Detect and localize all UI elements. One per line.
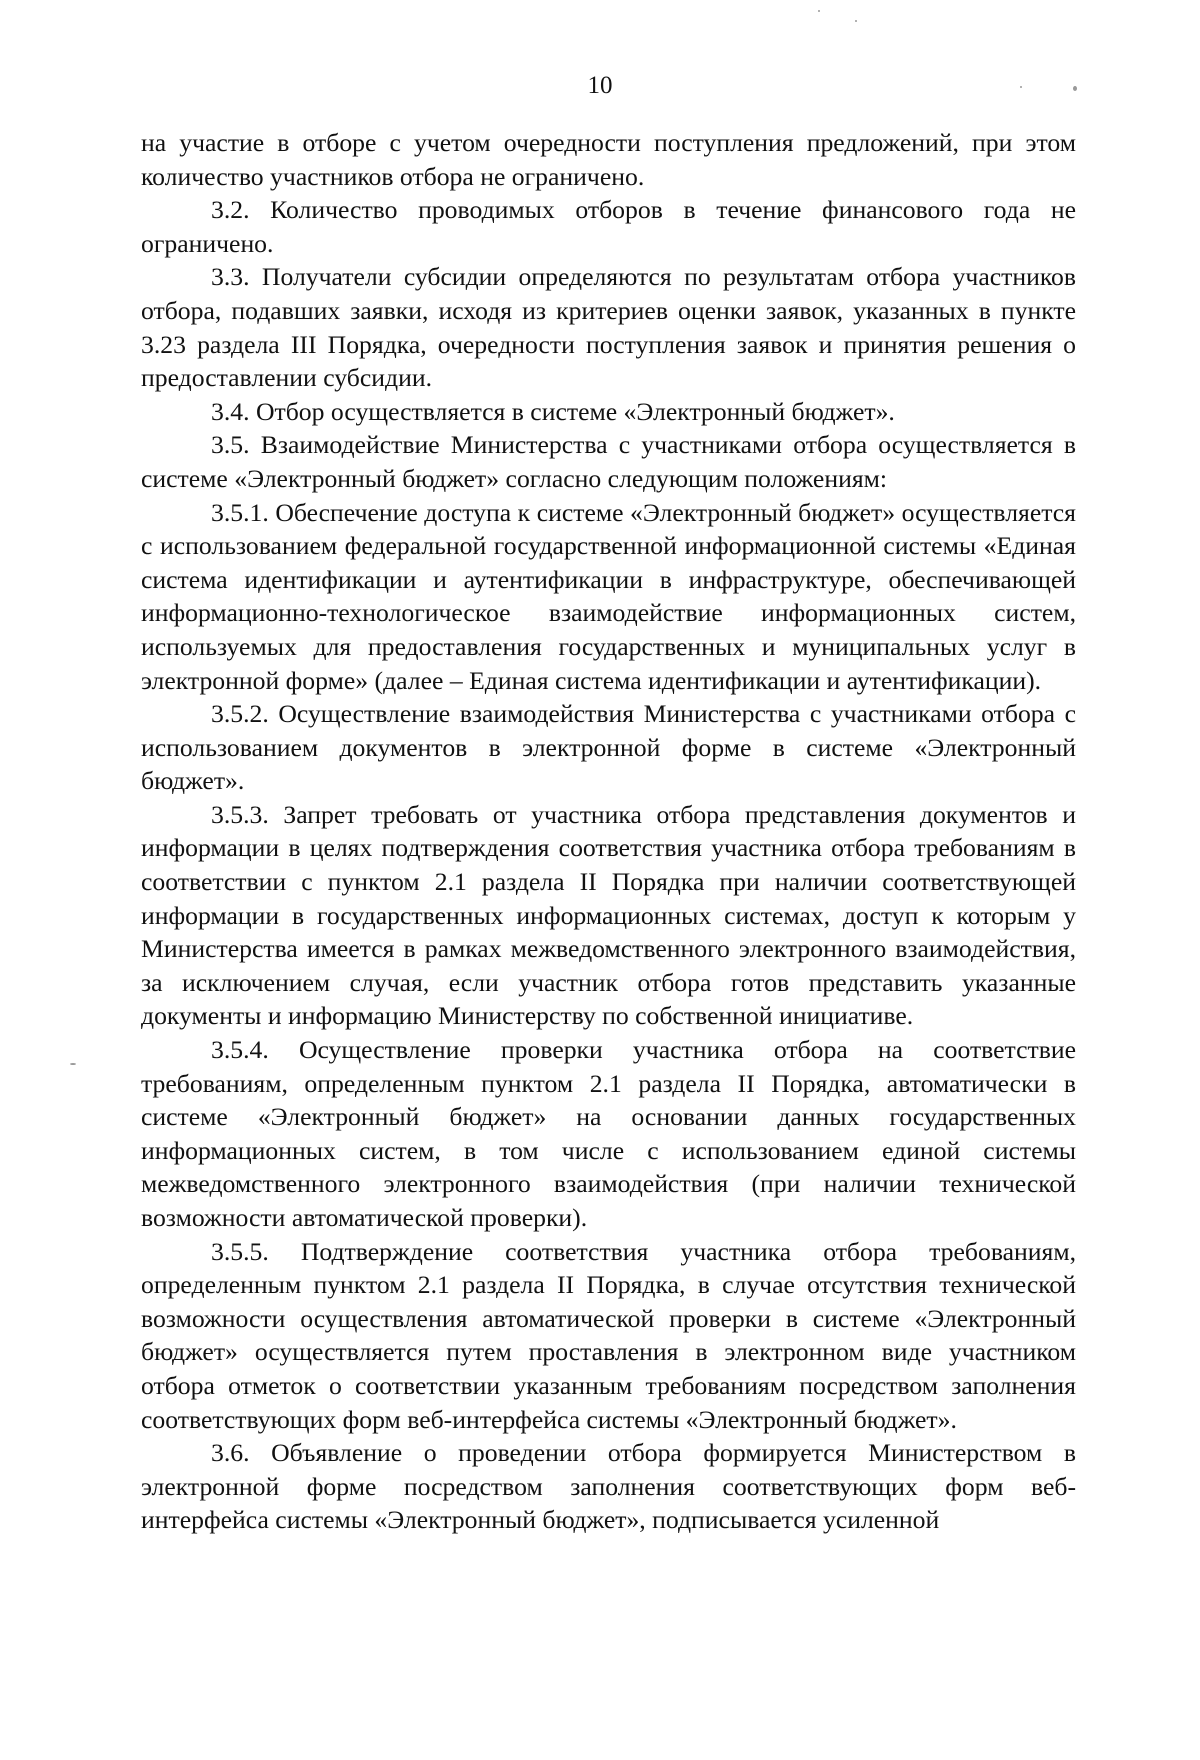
- paragraph: 3.5.4. Осуществление проверки участника отбора на соответствие требованиям, определенным пунктом 2.1 раздела II Порядка, автоматически в системе «Электронный бюджет» на основании данных государственных информационных систем, в том числе с использованием единой системы межведомственного электронного взаимодействия (при наличии технической возможности автоматической проверки).: [141, 1035, 1076, 1232]
- document-body: [141, 126, 1076, 1537]
- scan-speck: [1073, 86, 1077, 91]
- scan-speck: [855, 20, 857, 22]
- paragraph: 3.4. Отбор осуществляется в системе «Электронный бюджет».: [211, 396, 895, 426]
- paragraph: на участие в отборе с учетом очередности поступления предложений, при этом количество участников отбора не ограничено.: [141, 128, 1076, 191]
- scan-speck: [1020, 86, 1022, 88]
- paragraph: 3.6. Объявление о проведении отбора формируется Министерством в электронной форме посредством заполнения соответствующих форм веб-интерфейса системы «Электронный бюджет», подписывается усиленной: [141, 1438, 1076, 1535]
- paragraph: 3.5.5. Подтверждение соответствия участника отбора требованиям, определенным пунктом 2.1 раздела II Порядка, в случае отсутствия технической возможности осуществления автоматической проверки в системе «Электронный бюджет» осуществляется путем проставления в электронном виде участником отбора отметок о соответствии указанным требованиям посредством заполнения соответствующих форм веб-интерфейса системы «Электронный бюджет».: [141, 1236, 1076, 1434]
- paragraph: 3.5. Взаимодействие Министерства с участниками отбора осуществляется в системе «Электронный бюджет» согласно следующим положениям:: [141, 430, 1076, 493]
- paragraph: 3.5.1. Обеспечение доступа к системе «Электронный бюджет» осуществляется с использованием федеральной государственной информационной системы «Единая система идентификации и аутентификации в инфраструктуре, обеспечивающей информационно-технологическое взаимодействие информационных систем, используемых для предоставления государственных и муниципальных услуг в электронной форме» (далее – Единая система идентификации и аутентификации).: [141, 497, 1076, 695]
- paragraph: 3.2. Количество проводимых отборов в течение финансового года не ограничено.: [141, 195, 1076, 258]
- paragraph: 3.5.2. Осуществление взаимодействия Министерства с участниками отбора с использованием документов в электронной форме в системе «Электронный бюджет».: [141, 699, 1076, 796]
- paragraph: 3.5.3. Запрет требовать от участника отбора представления документов и информации в целях подтверждения соответствия участника отбора требованиям в соответствии с пунктом 2.1 раздела II Порядка при наличии соответствующей информации в государственных информационных системах, доступ к которым у Министерства имеется в рамках межведомственного электронного взаимодействия, за исключением случая, если участник отбора готов представить указанные документы и информацию Министерству по собственной инициативе.: [141, 799, 1076, 1031]
- paragraph: 3.3. Получатели субсидии определяются по результатам отбора участников отбора, подавших заявки, исходя из критериев оценки заявок, указанных в пункте 3.23 раздела III Порядка, очередности поступления заявок и принятия решения о предоставлении субсидии.: [141, 262, 1076, 393]
- scan-speck: [818, 10, 820, 12]
- page-number: 10: [587, 72, 613, 99]
- scan-speck: [70, 1063, 76, 1065]
